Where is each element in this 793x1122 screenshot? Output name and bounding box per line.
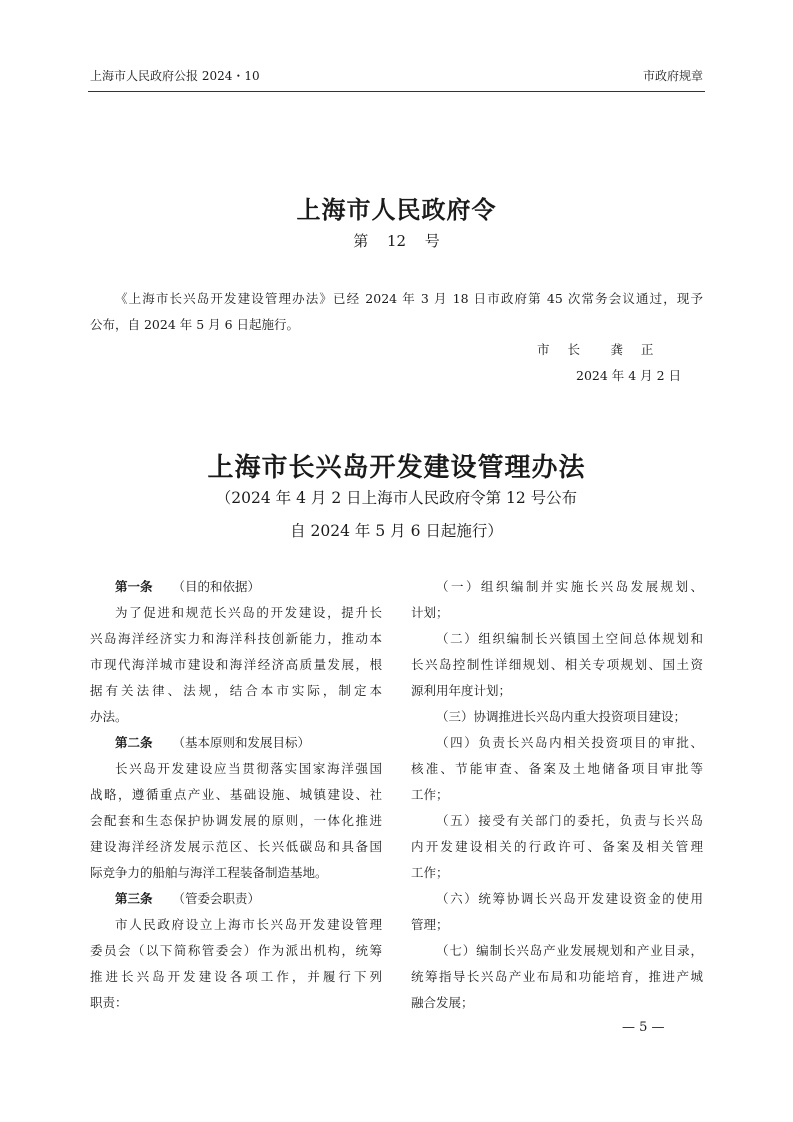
left-column: [90, 574, 382, 1016]
page-number: — 5 —: [622, 1020, 665, 1035]
paragraph-line: 长兴岛开发建设应当贯彻落实国家海洋强国: [115, 761, 382, 776]
paragraph-line: 长兴岛控制性详细规划、相关专项规划、国土资: [411, 657, 703, 672]
journal-header: 上海市人民政府公报 2024・10: [90, 69, 260, 83]
section-header: 市政府规章: [642, 69, 703, 83]
paragraph-line: 核准、节能审查、备案及土地储备项目审批等: [411, 761, 703, 776]
order-number: 第 12 号: [353, 232, 440, 250]
paragraph-line: 建设海洋经济发展示范区、长兴低碳岛和具备国: [90, 839, 382, 854]
paragraph-line: 会配套和生态保护协调发展的原则，一体化推进: [90, 813, 382, 828]
mayor-signature: 市 长 龚 正: [537, 342, 654, 357]
regulation-subtitle: 自 2024 年 5 月 6 日起施行）: [290, 522, 503, 540]
article-number: 第一条: [115, 579, 153, 594]
paragraph-line: 市现代海洋城市建设和海洋经济高质量发展，根: [90, 657, 382, 672]
paragraph-line: 为了促进和规范长兴岛的开发建设，提升长: [115, 605, 382, 620]
right-column: [411, 574, 703, 1016]
paragraph-line: （二）组织编制长兴镇国土空间总体规划和: [436, 631, 703, 646]
paragraph-line: （三）协调推进长兴岛内重大投资项目建设；: [436, 709, 687, 724]
paragraph-line: 统筹指导长兴岛产业布局和功能培育，推进产城: [411, 969, 703, 984]
paragraph-line: 融合发展；: [411, 995, 474, 1010]
paragraph-line: （七）编制长兴岛产业发展规划和产业目录，: [436, 943, 703, 958]
paragraph-line: 委员会（以下简称管委会）作为派出机构，统筹: [90, 943, 382, 958]
article-heading: [90, 730, 382, 756]
paragraph-line: 职责：: [90, 995, 128, 1010]
paragraph-line: （五）接受有关部门的委托，负责与长兴岛: [436, 813, 703, 828]
paragraph-line: 据有关法律、法规，结合本市实际，制定本: [90, 683, 382, 698]
paragraph-line: 工作；: [411, 787, 449, 802]
header-rule: [88, 91, 705, 92]
order-text: [90, 286, 703, 338]
paragraph-line: 办法。: [90, 709, 128, 724]
regulation-title: 上海市长兴岛开发建设管理办法: [207, 453, 586, 483]
article-heading: [90, 574, 382, 600]
paragraph-line: 计划；: [411, 605, 449, 620]
paragraph-line: 源利用年度计划；: [411, 683, 512, 698]
order-text-line: 《上海市长兴岛开发建设管理办法》已经 2024 年 3 月 18 日市政府第 45 次常务会议通过，现予: [115, 291, 703, 306]
paragraph-line: 工作；: [411, 865, 449, 880]
order-date: 2024 年 4 月 2 日: [576, 368, 682, 383]
paragraph-line: 管理；: [411, 917, 449, 932]
paragraph-line: （六）统筹协调长兴岛开发建设资金的使用: [436, 891, 703, 906]
paragraph-line: （四）负责长兴岛内相关投资项目的审批、: [436, 735, 703, 750]
paragraph-line: 际竞争力的船舶与海洋工程装备制造基地。: [90, 865, 328, 880]
article-heading-text: （基本原则和发展目标）: [172, 735, 311, 750]
paragraph-line: 兴岛海洋经济实力和海洋科技创新能力，推动本: [90, 631, 382, 646]
order-title: 上海市人民政府令: [296, 195, 497, 224]
paragraph-line: 推进长兴岛开发建设各项工作，并履行下列: [90, 969, 382, 984]
article-number: 第三条: [115, 891, 153, 906]
article-number: 第二条: [115, 735, 153, 750]
order-text-line: 公布，自 2024 年 5 月 6 日起施行。: [90, 317, 300, 332]
paragraph-line: 内开发建设相关的行政许可、备案及相关管理: [411, 839, 703, 854]
article-heading-text: （管委会职责）: [172, 891, 261, 906]
paragraph-line: 战略，遵循重点产业、基础设施、城镇建设、社: [90, 787, 382, 802]
regulation-subtitle: （2024 年 4 月 2 日上海市人民政府令第 12 号公布: [215, 489, 578, 507]
article-heading-text: （目的和依据）: [172, 579, 261, 594]
article-heading: [90, 886, 382, 912]
paragraph-line: 市人民政府设立上海市长兴岛开发建设管理: [115, 917, 382, 932]
paragraph-line: （一）组织编制并实施长兴岛发展规划、: [436, 579, 703, 594]
